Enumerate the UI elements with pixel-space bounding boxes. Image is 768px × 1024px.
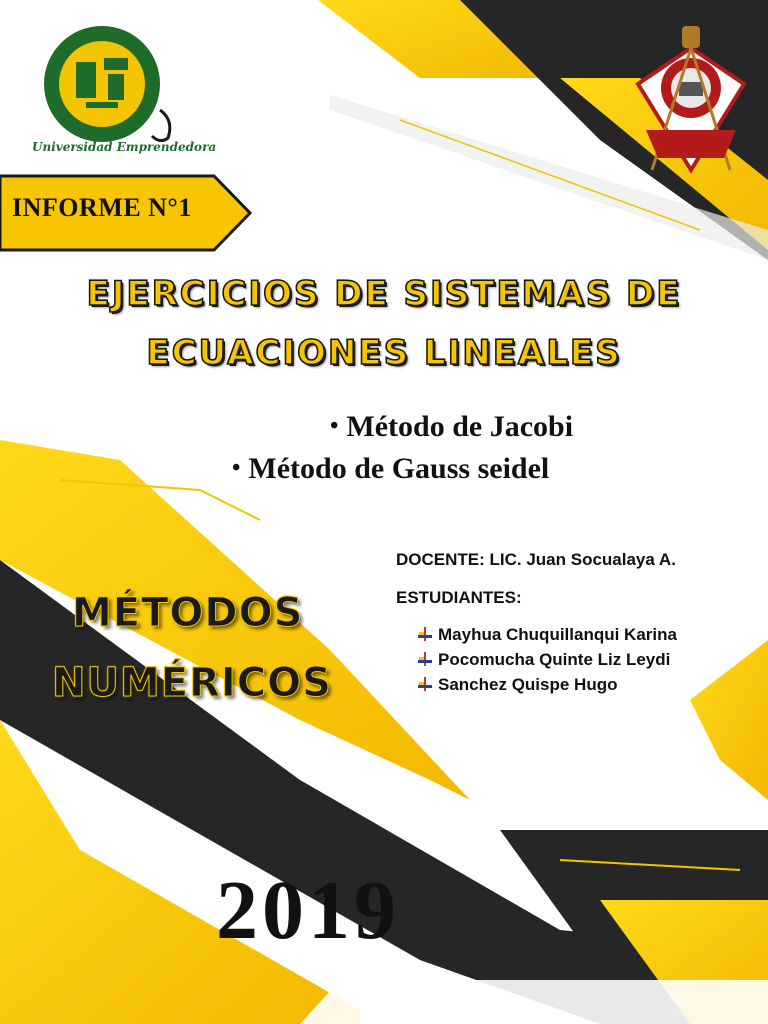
cross-bullet-icon	[418, 652, 432, 666]
docente-line: DOCENTE: LIC. Juan Socualaya A.	[396, 550, 676, 569]
year-label: 2019	[216, 864, 400, 957]
student-item	[418, 625, 677, 645]
method-label: Método de Gauss seidel	[248, 452, 550, 485]
student-item	[418, 650, 670, 670]
course-line-2: NUMÉRICOS	[52, 660, 332, 706]
bullet-icon: •	[330, 413, 339, 439]
faculty-logo	[632, 20, 750, 180]
title-line-1: EJERCICIOS DE SISTEMAS DE	[86, 274, 682, 314]
student-name: Sanchez Quispe Hugo	[438, 675, 618, 694]
student-item	[418, 675, 617, 695]
informe-label: INFORME N°1	[12, 193, 192, 222]
bullet-icon: •	[232, 455, 241, 481]
method-item	[232, 452, 549, 486]
course-line-1: MÉTODOS	[72, 590, 304, 636]
student-name: Pocomucha Quinte Liz Leydi	[438, 650, 671, 669]
university-caption: Universidad Emprendedora	[32, 140, 217, 154]
cross-bullet-icon	[418, 677, 432, 691]
student-name: Mayhua Chuquillanqui Karina	[438, 625, 677, 644]
cross-bullet-icon	[418, 627, 432, 641]
estudiantes-heading: ESTUDIANTES:	[396, 588, 522, 607]
method-item	[330, 410, 573, 444]
title-line-2: ECUACIONES LINEALES	[146, 333, 622, 373]
method-label: Método de Jacobi	[346, 410, 574, 443]
